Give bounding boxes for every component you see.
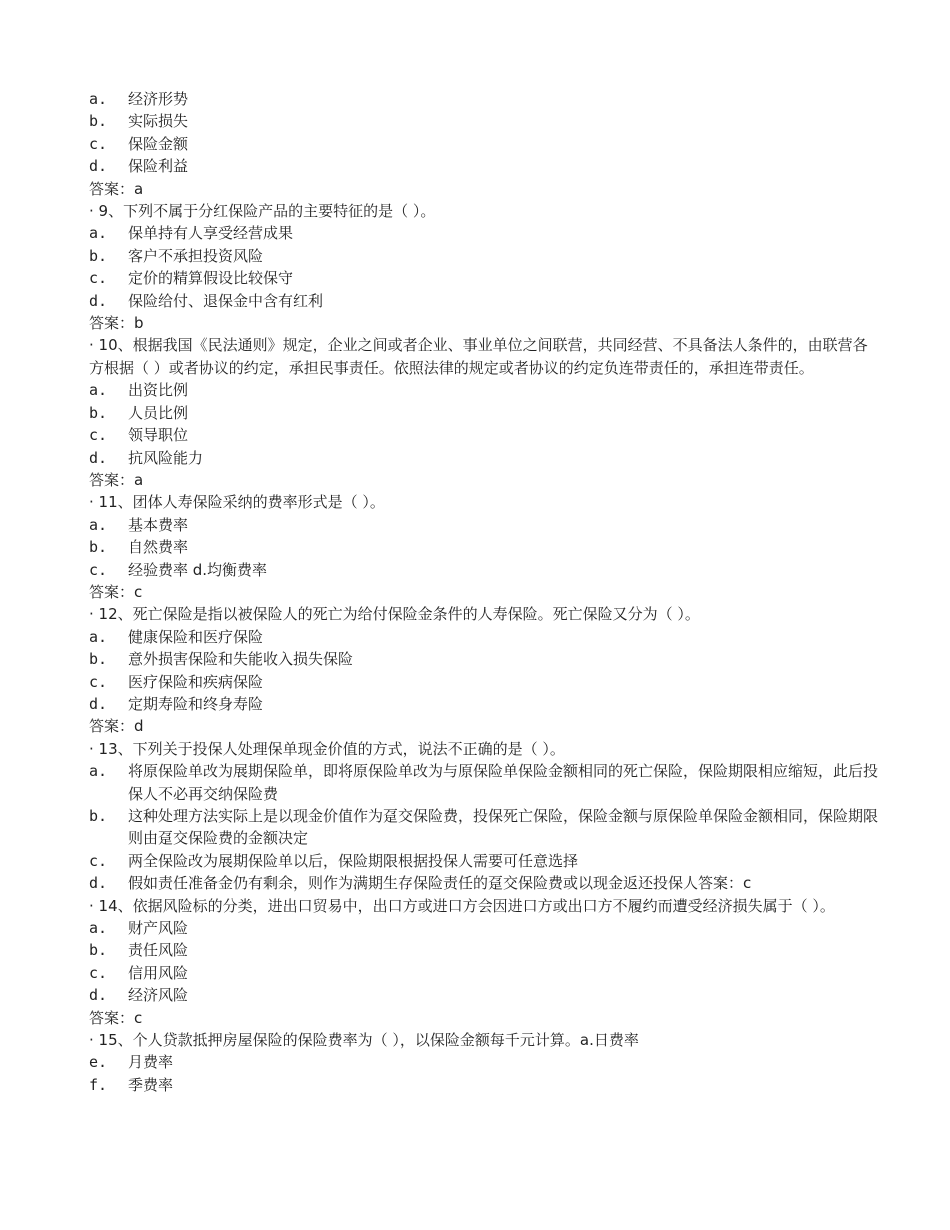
answer-option xyxy=(89,626,879,648)
option-text: 意外损害保险和失能收入损失保险 xyxy=(128,650,354,669)
option-letter: b. xyxy=(89,403,108,422)
answer-option xyxy=(89,760,879,805)
option-letter: c. xyxy=(89,426,108,445)
option-letter: b. xyxy=(89,246,108,265)
option-letter: c. xyxy=(89,672,108,691)
option-letter: a. xyxy=(89,762,108,781)
answer-option xyxy=(89,424,879,446)
answer-option xyxy=(89,536,879,558)
option-text: 人员比例 xyxy=(128,403,189,422)
answer-option xyxy=(89,850,879,872)
option-text: 经济形势 xyxy=(128,90,189,108)
question-text: · 13、下列关于投保人处理保单现金价值的方式，说法不正确的是（ ）。 xyxy=(89,739,565,758)
answer-key: 答案：c xyxy=(89,582,143,601)
option-letter: f. xyxy=(89,1075,108,1094)
answer-key: 答案：a xyxy=(89,179,144,198)
option-text: 财产风险 xyxy=(128,919,189,938)
question-text: · 9、下列不属于分红保险产品的主要特征的是（ ）。 xyxy=(89,202,436,221)
option-text: 经济风险 xyxy=(128,986,189,1005)
option-text: 季费率 xyxy=(128,1075,174,1094)
option-letter: c. xyxy=(89,851,108,870)
option-letter: b. xyxy=(89,112,108,131)
option-text: 假如责任准备金仍有剩余，则作为满期生存保险责任的趸交保险费或以现金返还投保人答案：c xyxy=(128,874,752,893)
answer-option xyxy=(89,939,879,961)
option-letter: b. xyxy=(89,941,108,960)
option-letter: c. xyxy=(89,134,108,153)
answer-option xyxy=(89,447,879,469)
option-letter: e. xyxy=(89,1053,108,1072)
answer-key: 答案：c xyxy=(89,1008,143,1027)
option-text: 这种处理方法实际上是以现金价值作为趸交保险费，投保死亡保险，保险金额与原保险单保险金额相同，保险期限则由趸交保险费的金额决定 xyxy=(128,807,879,848)
question-text: · 11、团体人寿保险采纳的费率形式是（ ）。 xyxy=(89,493,385,512)
answer-option xyxy=(89,693,879,715)
option-text: 抗风险能力 xyxy=(128,448,204,467)
option-letter: c. xyxy=(89,269,108,288)
option-text: 实际损失 xyxy=(128,112,189,131)
answer-option xyxy=(89,133,879,155)
answer-option xyxy=(89,222,879,244)
answer-option xyxy=(89,110,879,132)
answer-option xyxy=(89,1051,879,1073)
question-text: · 15、个人贷款抵押房屋保险的保险费率为（ ），以保险金额每千元计算。a.日费率 xyxy=(89,1031,639,1050)
question-text: · 12、死亡保险是指以被保险人的死亡为给付保险金条件的人寿保险。死亡保险又分为（ ）。 xyxy=(89,605,700,624)
option-letter: a. xyxy=(89,90,108,108)
option-text: 医疗保险和疾病保险 xyxy=(128,672,264,691)
question-text: · 14、依据风险标的分类，进出口贸易中，出口方或进口方会因进口方或出口方不履约而遭受经济损失属于（ ）。 xyxy=(89,896,835,915)
answer-key: 答案：d xyxy=(89,717,144,736)
option-text: 出资比例 xyxy=(128,381,189,400)
answer-option xyxy=(89,514,879,536)
option-letter: d. xyxy=(89,986,108,1005)
option-text: 保险金额 xyxy=(128,134,189,153)
option-text: 保险给付、退保金中含有红利 xyxy=(128,291,324,310)
option-text: 保险利益 xyxy=(128,157,189,176)
option-letter: b. xyxy=(89,538,108,557)
option-text: 定期寿险和终身寿险 xyxy=(128,694,264,713)
option-letter: a. xyxy=(89,919,108,938)
option-text: 将原保险单改为展期保险单，即将原保险单改为与原保险单保险金额相同的死亡保险，保险期限相应缩短，此后投保人不必再交纳保险费 xyxy=(128,762,879,803)
answer-option xyxy=(89,267,879,289)
answer-key: 答案：a xyxy=(89,470,144,489)
answer-option xyxy=(89,872,879,894)
answer-key: 答案：b xyxy=(89,314,144,333)
answer-option xyxy=(89,671,879,693)
answer-option xyxy=(89,88,879,110)
option-letter: d. xyxy=(89,291,108,310)
answer-option xyxy=(89,648,879,670)
answer-option xyxy=(89,245,879,267)
option-text: 月费率 xyxy=(128,1053,174,1072)
option-letter: a. xyxy=(89,381,108,400)
answer-option xyxy=(89,155,879,177)
answer-option xyxy=(89,1074,879,1096)
answer-option xyxy=(89,805,879,850)
option-text: 两全保险改为展期保险单以后，保险期限根据投保人需要可任意选择 xyxy=(128,851,579,870)
answer-option xyxy=(89,917,879,939)
option-letter: d. xyxy=(89,448,108,467)
option-text: 健康保险和医疗保险 xyxy=(128,627,264,646)
option-text: 保单持有人享受经营成果 xyxy=(128,224,294,243)
option-text: 信用风险 xyxy=(128,963,189,982)
option-text: 基本费率 xyxy=(128,515,189,534)
option-text: 责任风险 xyxy=(128,941,189,960)
option-letter: c. xyxy=(89,963,108,982)
answer-option xyxy=(89,402,879,424)
option-letter: b. xyxy=(89,807,108,825)
answer-option xyxy=(89,379,879,401)
option-text: 定价的精算假设比较保守 xyxy=(128,269,294,288)
option-letter: c. xyxy=(89,560,108,579)
option-letter: a. xyxy=(89,515,108,534)
option-letter: a. xyxy=(89,224,108,243)
option-letter: d. xyxy=(89,694,108,713)
document-page xyxy=(89,88,879,1096)
option-text: 自然费率 xyxy=(128,538,189,557)
option-letter: a. xyxy=(89,627,108,646)
option-text: 领导职位 xyxy=(128,426,189,445)
answer-option xyxy=(89,984,879,1006)
option-letter: b. xyxy=(89,650,108,669)
answer-option xyxy=(89,559,879,581)
option-text: 经验费率 d.均衡费率 xyxy=(128,560,268,579)
option-text: 客户不承担投资风险 xyxy=(128,246,264,265)
option-letter: d. xyxy=(89,874,108,893)
answer-option xyxy=(89,290,879,312)
question-text: · 10、根据我国《民法通则》规定，企业之间或者企业、事业单位之间联营，共同经营、不具备法人条件的，由联营各方根据（ ）或者协议的约定，承担民事责任。依照法律的规定或者协议的约定负连带责任的，承担连带责任。 xyxy=(89,336,868,377)
option-letter: d. xyxy=(89,157,108,176)
answer-option xyxy=(89,962,879,984)
